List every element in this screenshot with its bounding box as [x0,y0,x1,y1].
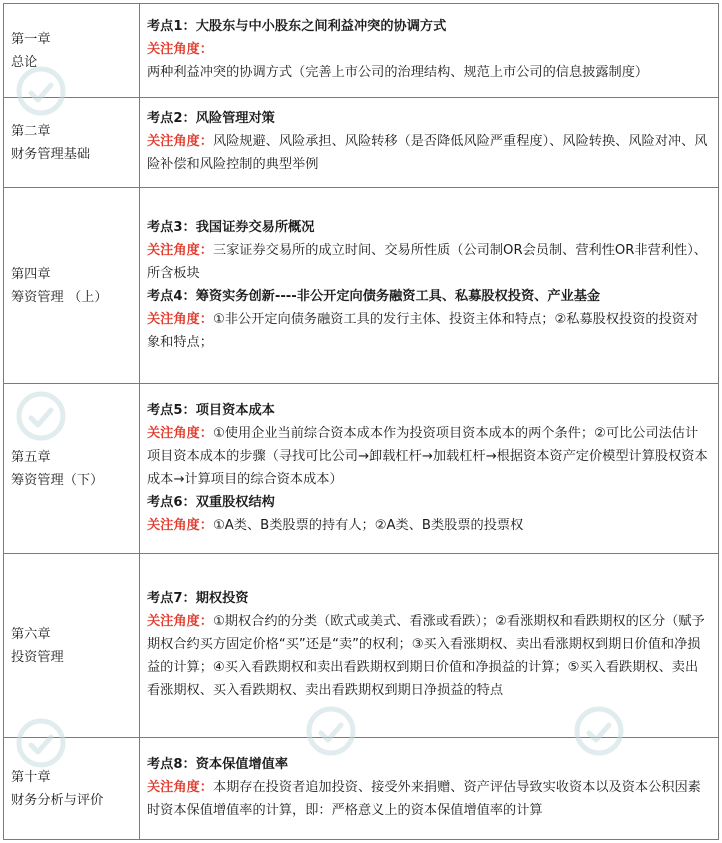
focus-paragraph [147,610,708,702]
chapter-name: 筹资管理（下） [11,472,104,488]
focus-paragraph [147,422,708,491]
focus-label: 关注角度： [147,42,213,57]
exam-point-title: 考点4：筹资实务创新----非公开定向债务融资工具、私募股权投资、产业基金 [147,288,601,304]
chapter-name: 筹资管理 （上） [11,289,108,305]
focus-label: 关注角度： [147,311,213,327]
exam-point-title: 考点1：大股东与中小股东之间利益冲突的协调方式 [147,19,447,34]
table-row [4,384,719,554]
table-row [4,98,719,188]
focus-text: ①A类、B类股票的持有人；②A类、B类股票的投票权 [212,517,524,533]
content-cell [140,98,719,188]
exam-point-title: 考点7：期权投资 [147,591,249,606]
chapter-cell [4,738,140,840]
chapter-name: 财务分析与评价 [11,792,104,808]
content-cell [140,384,719,554]
chapter-cell [4,98,140,188]
focus-text: ①使用企业当前综合资本成本作为投资项目资本成本的两个条件；②可比公司法估计项目资本成本的步骤（寻找可比公司→卸载杠杆→加载杠杆→根据资本资产定价模型计算股权资本成本→计算项目的综合资本成本） [147,425,708,487]
content-cell [140,188,719,384]
content-cell [140,4,719,98]
content-cell [140,554,719,738]
focus-paragraph [147,38,708,84]
focus-paragraph [147,776,708,822]
focus-text: ①期权合约的分类（欧式或美式、看涨或看跌）；②看涨期权和看跌期权的区分（赋予期权合约买方固定价格“买”还是“卖”的权利；③买入看涨期权、卖出看涨期权到期日价值和净损益的计算；④买入看跌期权和卖出看跌期权到期日价值和净损益的计算；⑤买入看跌期权、卖出看涨期权、买入看跌期权、卖出看跌期权到期日净损益的特点 [147,614,705,698]
focus-paragraph [147,514,708,537]
chapter-number: 第五章 [11,449,51,465]
focus-label: 关注角度： [147,242,213,258]
focus-label: 关注角度： [147,517,213,533]
table-row [4,738,719,840]
exam-point-title: 考点2：风险管理对策 [147,111,275,126]
chapter-name: 财务管理基础 [11,146,91,162]
chapter-name: 总论 [11,54,38,70]
focus-label: 关注角度： [147,614,213,629]
chapter-number: 第六章 [11,626,51,642]
chapter-cell [4,384,140,554]
chapter-name: 投资管理 [11,649,64,665]
focus-label: 关注角度： [147,780,213,795]
chapter-cell [4,554,140,738]
focus-label: 关注角度： [147,425,213,441]
focus-text: 两种利益冲突的协调方式（完善上市公司的治理结构、规范上市公司的信息披露制度） [147,65,649,80]
focus-text: 三家证券交易所的成立时间、交易所性质（公司制OR会员制、营利性OR非营利性）、所含板块 [147,242,707,281]
table-row [4,188,719,384]
chapter-number: 第二章 [11,123,51,139]
focus-text: ①非公开定向债务融资工具的发行主体、投资主体和特点；②私募股权投资的投资对象和特点； [147,311,699,350]
focus-paragraph [147,239,708,285]
table-row [4,4,719,98]
exam-point-title: 考点6：双重股权结构 [147,494,275,510]
chapter-number: 第四章 [11,266,51,282]
chapter-number: 第十章 [11,769,51,785]
focus-text: 风险规避、风险承担、风险转移（是否降低风险严重程度）、风险转换、风险对冲、风险补偿和风险控制的典型举例 [147,134,708,172]
focus-paragraph [147,130,708,176]
chapter-number: 第一章 [11,31,51,47]
exam-point-title: 考点3：我国证券交易所概况 [147,219,315,235]
chapter-cell [4,188,140,384]
chapter-cell [4,4,140,98]
exam-points-table [3,3,719,840]
content-cell [140,738,719,840]
focus-label: 关注角度： [147,134,213,149]
focus-text: 本期存在投资者追加投资、接受外来捐赠、资产评估导致实收资本以及资本公积因素时资本保值增值率的计算，即：严格意义上的资本保值增值率的计算 [147,780,701,818]
table-row [4,554,719,738]
focus-paragraph [147,308,708,354]
exam-point-title: 考点8：资本保值增值率 [147,757,289,772]
exam-point-title: 考点5：项目资本成本 [147,402,275,418]
